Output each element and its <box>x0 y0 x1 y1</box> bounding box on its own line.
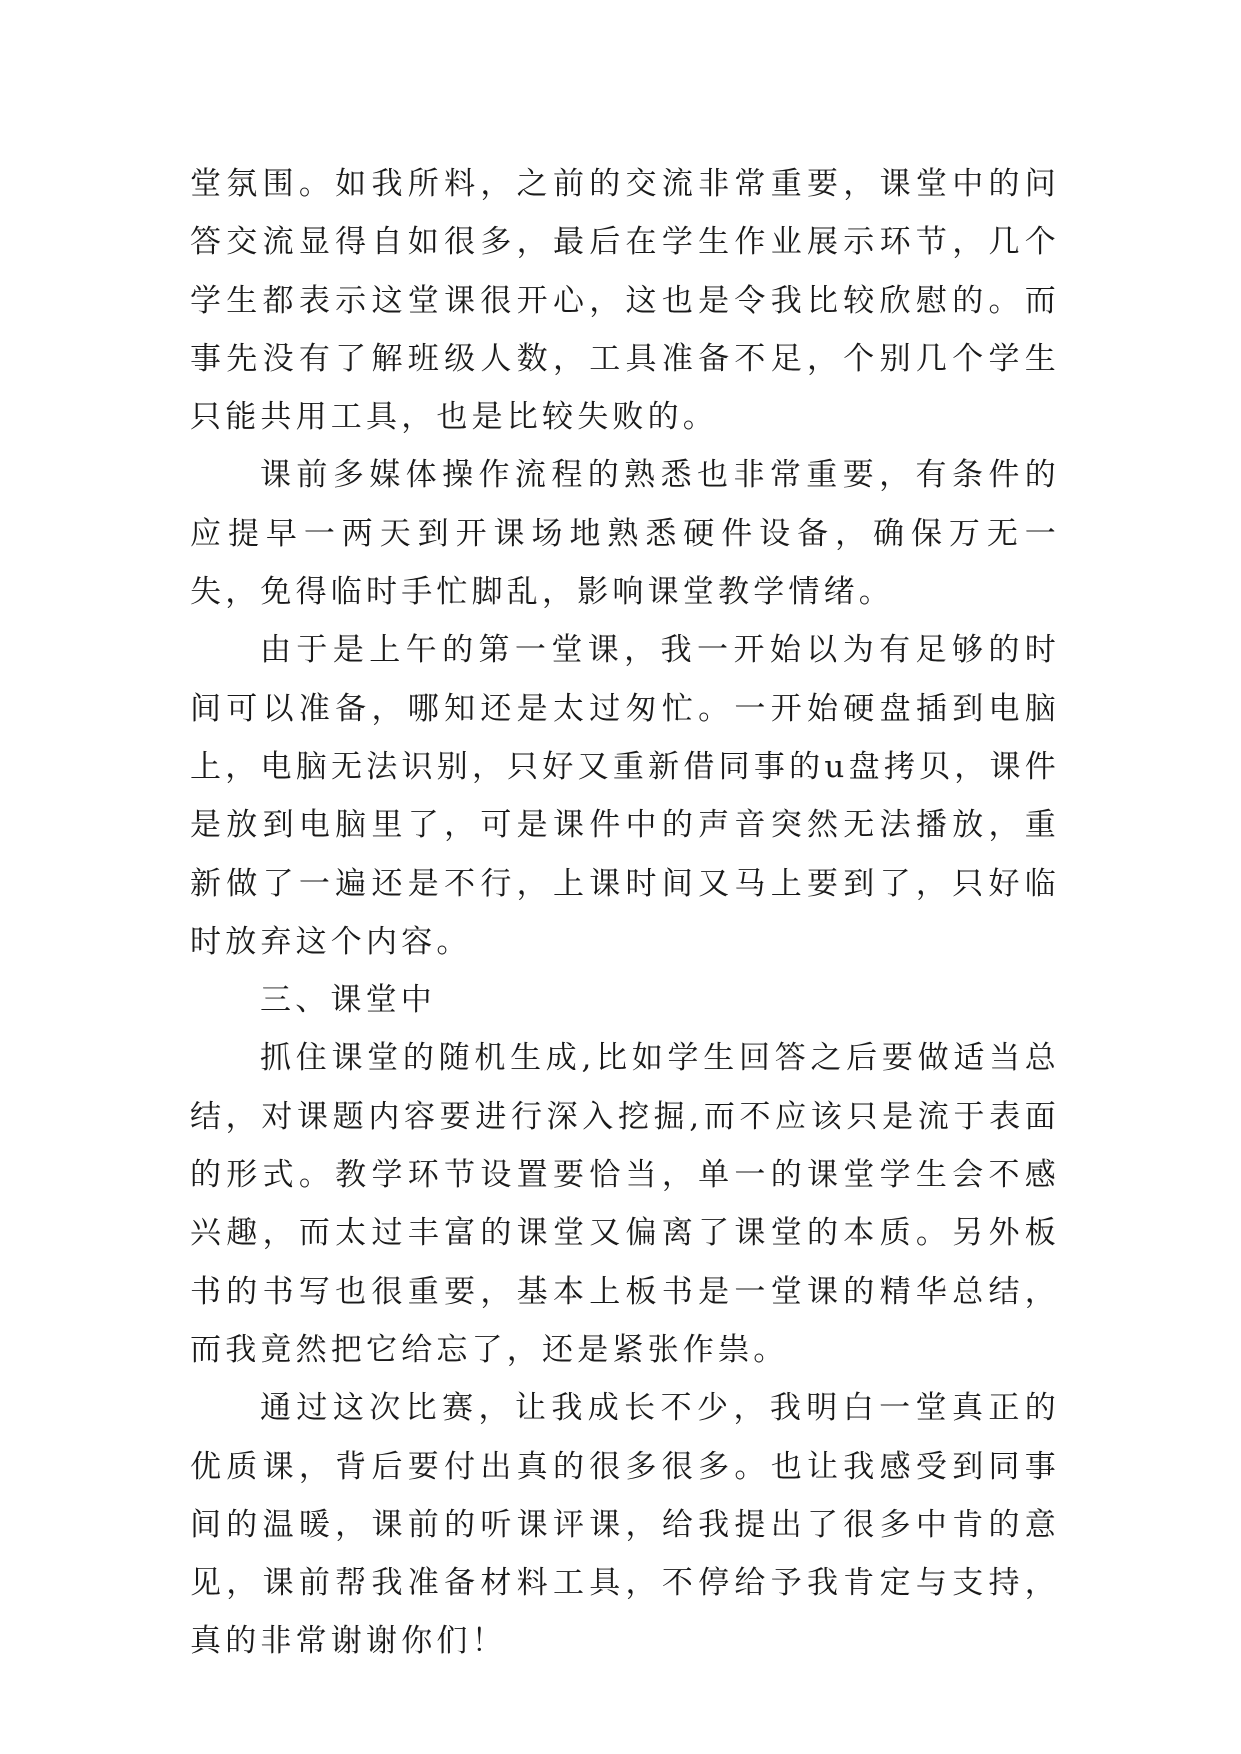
paragraph-multimedia: 课前多媒体操作流程的熟悉也非常重要，有条件的应提早一两天到开课场地熟悉硬件设备，确保万无一失，免得临时手忙脚乱，影响课堂教学情绪。 <box>190 457 1060 611</box>
section-heading: 三、课堂中 <box>260 982 436 1019</box>
paragraph-continuation: 堂氛围。如我所料，之前的交流非常重要，课堂中的问答交流显得自如很多，最后在学生作业展示环节，几个学生都表示这堂课很开心，这也是令我比较欣慰的。而事先没有了解班级人数，工具准备不足，个别几个学生只能共用工具，也是比较失败的。 <box>190 166 1060 436</box>
paragraph-in-class: 抓住课堂的随机生成,比如学生回答之后要做适当总结，对课题内容要进行深入挖掘,而不应该只是流于表面的形式。教学环节设置要恰当，单一的课堂学生会不感兴趣，而太过丰富的课堂又偏离了课堂的本质。另外板书的书写也很重要，基本上板书是一堂课的精华总结，而我竟然把它给忘了，还是紧张作祟。 <box>190 1040 1060 1368</box>
paragraph-first-lesson: 由于是上午的第一堂课，我一开始以为有足够的时间可以准备，哪知还是太过匆忙。一开始硬盘插到电脑上，电脑无法识别，只好又重新借同事的u盘拷贝，课件是放到电脑里了，可是课件中的声音突然无法播放，重新做了一遍还是不行，上课时间又马上要到了，只好临时放弃这个内容。 <box>190 632 1060 960</box>
document-page <box>190 155 1060 1671</box>
paragraph-conclusion: 通过这次比赛，让我成长不少，我明白一堂真正的优质课，背后要付出真的很多很多。也让我感受到同事间的温暖，课前的听课评课，给我提出了很多中肯的意见，课前帮我准备材料工具，不停给予我肯定与支持，真的非常谢谢你们！ <box>190 1390 1060 1660</box>
